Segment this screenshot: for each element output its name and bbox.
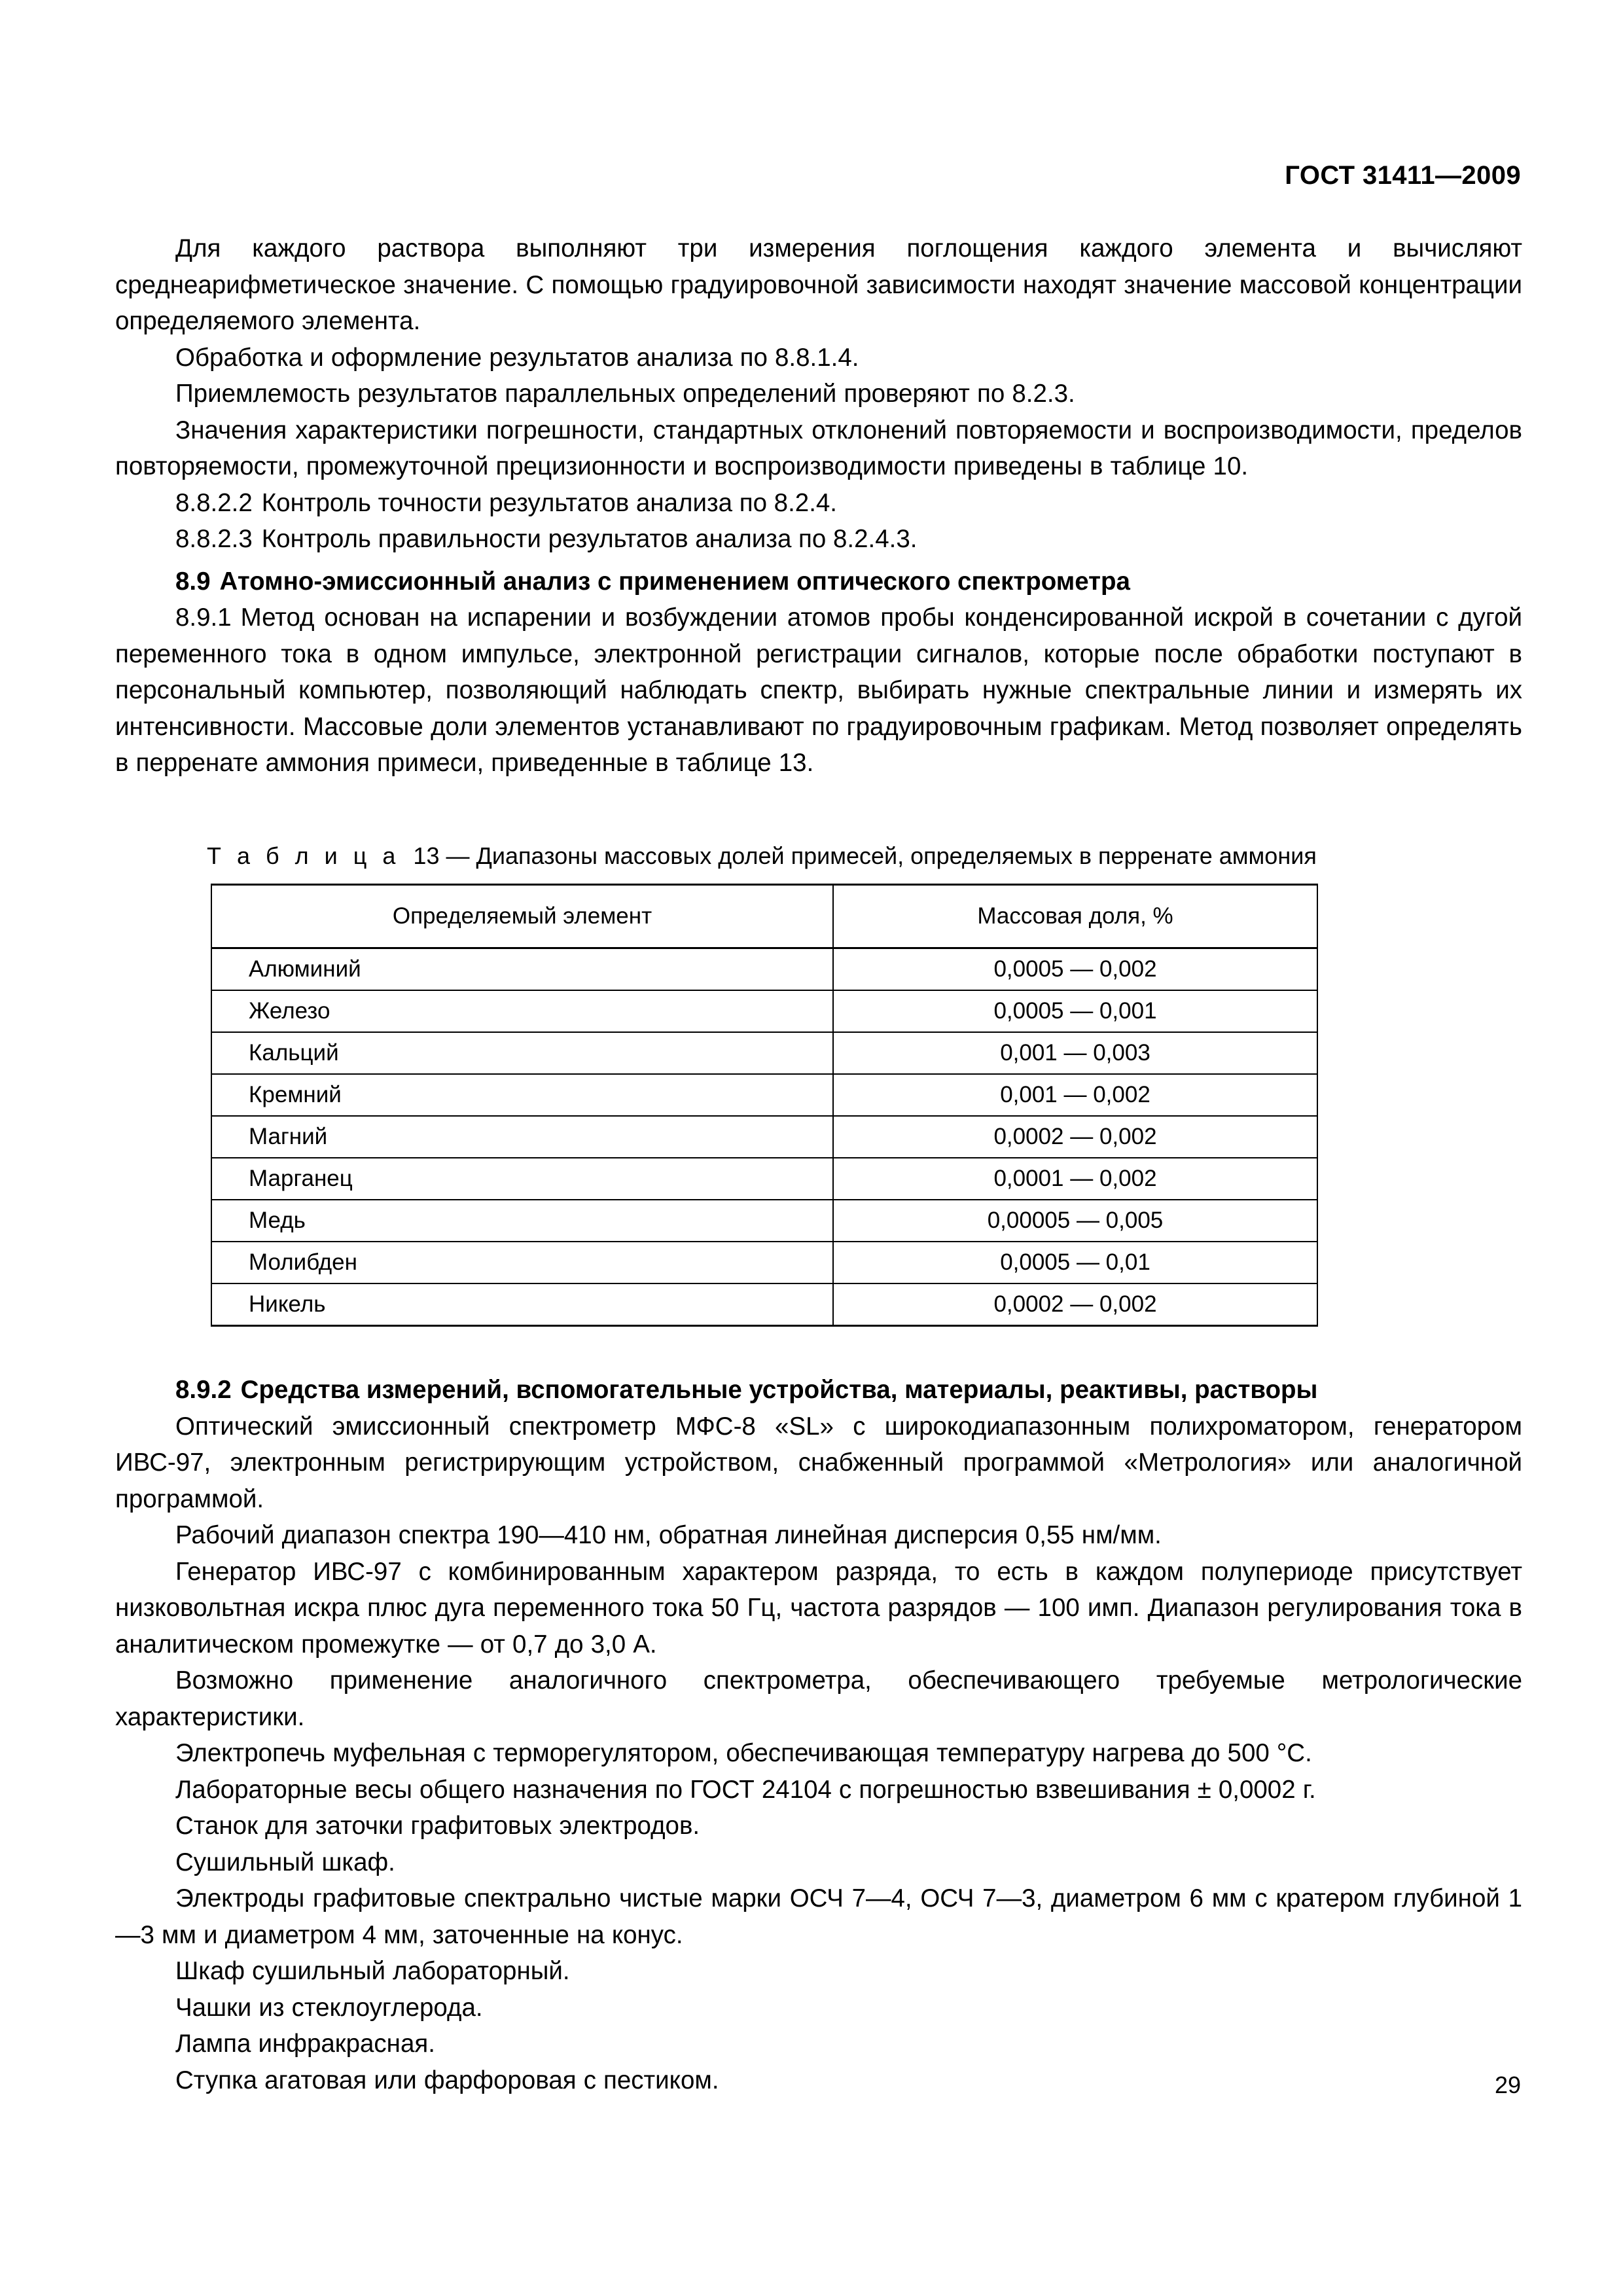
paragraph-graphite-electrodes: Электроды графитовые спектрально чистые марки ОСЧ 7—4, ОСЧ 7—3, диаметром 6 мм с кратером глубиной 1—3 мм и диаметром 4 мм, заточенные на конус. xyxy=(115,1884,1522,1949)
table-row xyxy=(211,1032,1317,1074)
table-cell-fraction: 0,0005 — 0,01 xyxy=(833,1242,1317,1283)
table-13-body xyxy=(211,948,1317,1326)
table-cell-element: Медь xyxy=(211,1200,833,1242)
paragraph-measurement-procedure: Для каждого раствора выполняют три измерения поглощения каждого элемента и вычисляют среднеарифметическое значение. С помощью градуировочной зависимости находят значение массовой концентрации определяемого элемента. xyxy=(115,234,1522,335)
table-13-caption xyxy=(115,840,1522,872)
table-cell-fraction: 0,0005 — 0,001 xyxy=(833,990,1317,1032)
section-heading-8-9-2-number: 8.9.2 xyxy=(175,1376,232,1404)
paragraph-error-characteristics: Значения характеристики погрешности, стандартных отклонений повторяемости и воспроизводимости, пределов повторяемости, промежуточной прецизионности и воспроизводимости приведены в таблице 10. xyxy=(115,416,1522,480)
paragraph-analog-spectrometer: Возможно применение аналогичного спектрометра, обеспечивающего требуемые метрологические характеристики. xyxy=(115,1666,1522,1731)
spacer xyxy=(115,558,1522,564)
table-header-row xyxy=(211,885,1317,948)
clause-8-8-2-2 xyxy=(115,485,1522,522)
paragraph-electrode-sharpener: Станок для заточки графитовых электродов. xyxy=(175,1812,700,1840)
paragraph-glassy-carbon-cups: Чашки из стеклоуглерода. xyxy=(175,1993,483,2022)
table-column-header-mass-fraction: Массовая доля, % xyxy=(833,885,1317,948)
table-row xyxy=(211,1242,1317,1283)
table-row xyxy=(211,1158,1317,1200)
body-text-upper xyxy=(115,230,1522,781)
table-row xyxy=(211,1074,1317,1116)
clause-8-8-2-3-text: Контроль правильности результатов анализа по 8.2.4.3. xyxy=(261,525,918,553)
table-cell-fraction: 0,0002 — 0,002 xyxy=(833,1283,1317,1326)
table-cell-fraction: 0,001 — 0,002 xyxy=(833,1074,1317,1116)
table-cell-element: Магний xyxy=(211,1116,833,1158)
section-heading-8-9-text: Атомно-эмиссионный анализ с применением оптического спектрометра xyxy=(219,567,1130,596)
table-row xyxy=(211,990,1317,1032)
table-13-container xyxy=(115,840,1522,1327)
table-13-head xyxy=(211,885,1317,948)
paragraph-lab-scales: Лабораторные весы общего назначения по ГОСТ 24104 с погрешностью взвешивания ± 0,0002 г. xyxy=(175,1775,1316,1804)
body-text-lower xyxy=(115,1372,1522,2098)
clause-8-9-1-number: 8.9.1 xyxy=(175,603,232,632)
section-heading-8-9-2 xyxy=(115,1372,1522,1408)
table-13 xyxy=(211,884,1318,1327)
paragraph-mortar-and-pestle: Ступка агатовая или фарфоровая с пестиком. xyxy=(175,2066,719,2094)
section-heading-8-9-2-text: Средства измерений, вспомогательные устройства, материалы, реактивы, растворы xyxy=(240,1376,1318,1404)
page-number: 29 xyxy=(1494,2072,1521,2098)
section-heading-8-9-number: 8.9 xyxy=(175,567,211,596)
table-cell-element: Кальций xyxy=(211,1032,833,1074)
table-cell-element: Алюминий xyxy=(211,948,833,991)
paragraph-generator: Генератор ИВС-97 с комбинированным характером разряда, то есть в каждом полупериоде присутствует низковольтная искра плюс дуга переменного тока 50 Гц, частота разрядов — 100 имп. Диапазон регулирования тока в аналитическом промежутке — от 0,7 до 3,0 А. xyxy=(115,1557,1522,1659)
paragraph-results-processing: Обработка и оформление результатов анализа по 8.8.1.4. xyxy=(175,343,859,372)
paragraph-spectral-range: Рабочий диапазон спектра 190—410 нм, обратная линейная дисперсия 0,55 нм/мм. xyxy=(175,1521,1162,1549)
table-13-caption-label: Т а б л и ц а xyxy=(207,842,401,869)
table-column-header-element: Определяемый элемент xyxy=(211,885,833,948)
table-cell-fraction: 0,00005 — 0,005 xyxy=(833,1200,1317,1242)
paragraph-spectrometer: Оптический эмиссионный спектрометр МФС-8 «SL» с широкодиапазонным полихроматором, генератором ИВС-97, электронным регистрирующим устройством, снабженный программой «Метрология» или аналогичной программой. xyxy=(115,1412,1522,1513)
table-cell-element: Никель xyxy=(211,1283,833,1326)
table-cell-element: Марганец xyxy=(211,1158,833,1200)
table-cell-element: Молибден xyxy=(211,1242,833,1283)
clause-8-8-2-3 xyxy=(115,521,1522,558)
paragraph-infrared-lamp: Лампа инфракрасная. xyxy=(175,2030,435,2058)
clause-8-8-2-3-number: 8.8.2.3 xyxy=(175,525,253,553)
paragraph-muffle-furnace: Электропечь муфельная с терморегулятором, обеспечивающая температуру нагрева до 500 °С. xyxy=(175,1739,1312,1767)
clause-8-9-1-text: Метод основан на испарении и возбуждении атомов пробы конденсированной искрой в сочетании с дугой переменного тока в одном импульсе, электронной регистрации сигналов, которые после обработки поступают в персональный компьютер, позволяющий наблюдать спектр, выбирать нужные спектральные линии и измерять их интенсивности. Массовые доли элементов устанавливают по градуировочным графикам. Метод позволяет определять в перренате аммония примеси, приведенные в таблице 13. xyxy=(115,603,1522,777)
table-row xyxy=(211,1200,1317,1242)
table-row xyxy=(211,948,1317,991)
section-heading-8-9 xyxy=(115,564,1522,600)
clause-8-9-1 xyxy=(115,600,1522,781)
table-cell-fraction: 0,0001 — 0,002 xyxy=(833,1158,1317,1200)
paragraph-lab-drying-cabinet: Шкаф сушильный лабораторный. xyxy=(175,1957,570,1985)
clause-8-8-2-2-number: 8.8.2.2 xyxy=(175,488,253,517)
table-13-caption-text: Диапазоны массовых долей примесей, определяемых в перренате аммония xyxy=(476,842,1317,869)
table-13-caption-dash: — xyxy=(446,842,470,869)
paragraph-drying-cabinet: Сушильный шкаф. xyxy=(175,1848,395,1876)
table-row xyxy=(211,1116,1317,1158)
table-cell-fraction: 0,0005 — 0,002 xyxy=(833,948,1317,991)
table-cell-fraction: 0,001 — 0,003 xyxy=(833,1032,1317,1074)
paragraph-acceptability: Приемлемость результатов параллельных определений проверяют по 8.2.3. xyxy=(175,380,1075,408)
table-row xyxy=(211,1283,1317,1326)
table-cell-element: Железо xyxy=(211,990,833,1032)
table-cell-element: Кремний xyxy=(211,1074,833,1116)
running-header-standard-ref: ГОСТ 31411—2009 xyxy=(1285,161,1521,190)
clause-8-8-2-2-text: Контроль точности результатов анализа по 8.2.4. xyxy=(261,488,838,517)
table-13-caption-number: 13 xyxy=(413,842,440,869)
table-cell-fraction: 0,0002 — 0,002 xyxy=(833,1116,1317,1158)
